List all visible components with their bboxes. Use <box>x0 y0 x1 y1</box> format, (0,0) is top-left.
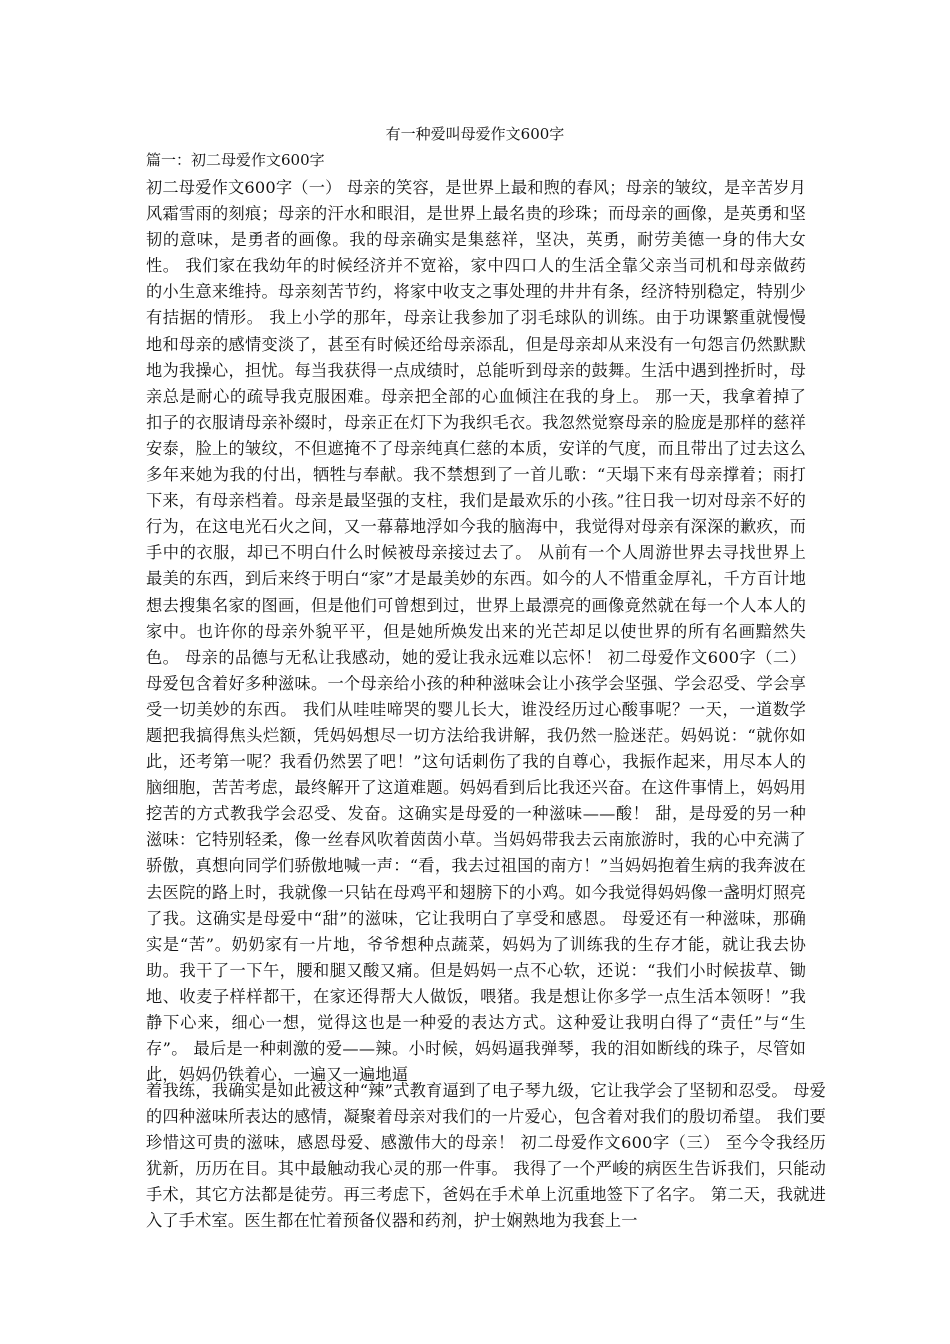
document-title: 有一种爱叫母爱作文600字 <box>385 125 565 143</box>
paragraph-text: 着我练，我确实是如此被这种“辣”式教育逼到了电子琴九级，它让我学会了坚韧和忍受。 母爱的四种滋味所表达的感情，凝聚着母亲对我们的一片爱心，包含着对我们的殷切希望。 我们要珍惜这可贵的滋味，感恩母爱、感激伟大的母亲！ 初二母爱作文600字（三） 至今令我经历犹新，历历在目。其中最触动我心灵的那一件事。 我得了一个严峻的病医生告诉我们，只能动手术，其它方法都是徒劳。再三考虑下，爸妈在手术单上沉重地签下了名字。 第二天，我就进入了手术室。医生都在忙着预备仪器和药剂，护士娴熟地为我套上一 <box>146 1081 826 1231</box>
body-paragraph-2 <box>146 1078 826 1235</box>
paragraph-text: 初二母爱作文600字（一） 母亲的笑容，是世界上最和煦的春风；母亲的皱纹，是辛苦岁月风霜雪雨的刻痕；母亲的汗水和眼泪，是世界上最名贵的珍珠；而母亲的画像，是英勇和坚韧的意味，是勇者的画像。我的母亲确实是集慈祥，坚决，英勇，耐劳美德一身的伟大女性。 我们家在我幼年的时候经济并不宽裕，家中四口人的生活全靠父亲当司机和母亲做药的小生意来维持。母亲刻苦节约，将家中收支之事处理的井井有条，经济特别稳定，特别少有拮据的情形。 我上小学的那年，母亲让我参加了羽毛球队的训练。由于功课繁重就慢慢地和母亲的感情变淡了，甚至有时候还给母亲添乱，但是母亲却从来没有一句怨言仍然默默地为我操心，担忧。每当我获得一点成绩时，总能听到母亲的鼓舞。生活中遇到挫折时，母亲总是耐心的疏导我克服困难。母亲把全部的心血倾注在我的身上。 那一天，我拿着掉了扣子的衣服请母亲补缀时，母亲正在灯下为我织毛衣。我忽然觉察母亲的脸庞是那样的慈祥安泰，脸上的皱纹，不但遮掩不了母亲纯真仁慈的本质，安详的气度，而且带出了过去这么多年来她为我的付出，牺牲与奉献。我不禁想到了一首儿歌：“天塌下来有母亲撑着；雨打下来，有母亲档着。母亲是最坚强的支柱，我们是最欢乐的小孩。”往日我一切对母亲不好的行为，在这电光石火之间，又一幕幕地浮如今我的脑海中，我觉得对母亲有深深的歉疚，而手中的衣服，却已不明白什么时候被母亲接过去了。 从前有一个人周游世界去寻找世界上最美的东西，到后来终于明白“家”才是最美妙的东西。如今的人不惜重金厚礼，千方百计地想去搜集名家的图画，但是他们可曾想到过，世界上最漂亮的画像竟然就在每一个人本人的家中。也许你的母亲外貌平平，但是她所焕发出来的光芒却足以使世界的所有名画黯然失色。 母亲的品德与无私让我感动，她的爱让我永远难以忘怀！ 初二母爱作文600字（二） 母爱包含着好多种滋味。一个母亲给小孩的种种滋味会让小孩学会坚强、学会忍受、学会享受一切美妙的东西。 我们从哇哇啼哭的婴儿长大，谁没经历过心酸事呢？一天，一道数学题把我搞得焦头烂额，凭妈妈想尽一切方法给我讲解，我仍然一脸迷茫。妈妈说：“就你如此，还考第一呢？我看仍然罢了吧！”这句话刺伤了我的自尊心，我振作起来，用尽本人的脑细胞，苦苦考虑，最终解开了这道难题。妈妈看到后比我还兴奋。在这件事情上，妈妈用挖苦的方式教我学会忍受、发奋。这确实是母爱的一种滋味——酸！ 甜，是母爱的另一种滋味：它特别轻柔，像一丝春风吹着茵茵小草。当妈妈带我去云南旅游时，我的心中充满了骄傲，真想向同学们骄傲地喊一声：“看，我去过祖国的南方！”当妈妈抱着生病的我奔波在去医院的路上时，我就像一只钻在母鸡平和翅膀下的小鸡。如今我觉得妈妈像一盏明灯照亮了我。这确实是母爱中“甜”的滋味，它让我明白了享受和感恩。 母爱还有一种滋味，那确实是“苦”。奶奶家有一片地，爷爷想种点蔬菜，妈妈为了训练我的生存才能，就让我去协助。我干了一下午，腰和腿又酸又痛。但是妈妈一点不心软，还说：“我们小时候拔草、锄地、收麦子样样都干，在家还得帮大人做饭，喂猪。我是想让你多学一点生活本领呀！”我静下心来，细心一想，觉得这也是一种爱的表达方式。这种爱让我明白得了“责任”与“生存”。 最后是一种刺激的爱——辣。小时候，妈妈逼我弹琴，我的泪如断线的珠子，尽管如此，妈妈仍铁着心，一遍又一遍地逼 <box>146 178 806 1085</box>
body-paragraph-1 <box>146 175 806 1088</box>
section-heading: 篇一：初二母爱作文600字 <box>146 151 325 169</box>
